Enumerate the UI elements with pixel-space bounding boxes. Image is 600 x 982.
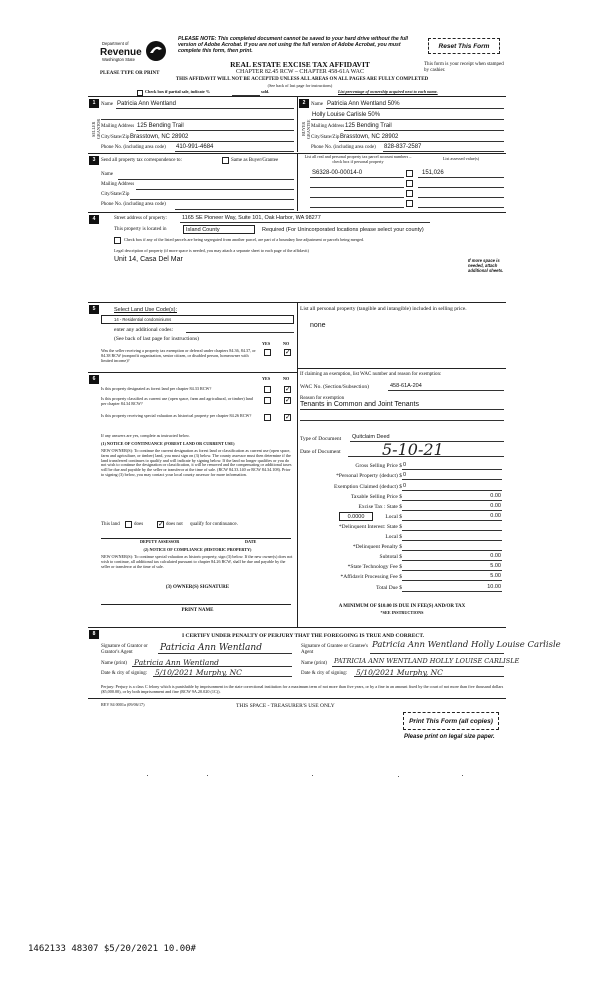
wac-value[interactable]: 458-61A-204 bbox=[390, 383, 422, 389]
send-phone-label: Phone No. (including area code) bbox=[101, 202, 166, 207]
sold-label: sold. bbox=[261, 89, 270, 94]
list-pct-note: List percentage of ownership acquired next to each name. bbox=[338, 89, 438, 94]
grantor-name-label: Name (print) bbox=[101, 661, 127, 666]
parcel-number[interactable]: S6328-00-00014-0 bbox=[312, 170, 363, 176]
delinquent-local-label: Local $ bbox=[385, 534, 402, 540]
send-city-label: City/State/Zip bbox=[101, 192, 130, 197]
more-space-note: If more space is needed, attach additional sheets. bbox=[468, 258, 504, 273]
section-6-badge: 6 bbox=[89, 375, 99, 384]
not-accepted-note: THIS AFFIDAVIT WILL NOT BE ACCEPTED UNLESS ALL AREAS ON ALL PAGES ARE FULLY COMPLETED bbox=[175, 77, 429, 82]
this-land-label: This land bbox=[101, 522, 120, 527]
section-8-badge: 8 bbox=[89, 630, 99, 639]
logo-revenue: Revenue bbox=[100, 47, 142, 58]
local-rate-value: 0.0000 bbox=[347, 514, 365, 520]
exemption-question: Was the seller receiving a property tax exemption or deferral under chapters 84.36, 84.37, or 84.38 RCW (nonprofit organization, senior citizen, or disabled person, homeowner with limited income)? bbox=[101, 348, 256, 363]
grantor-signature[interactable]: Patricia Ann Wentland bbox=[160, 643, 262, 653]
affidavit-fee-label: *Affidavit Processing Fee $ bbox=[340, 574, 402, 580]
street-label: Street address of property: bbox=[114, 216, 167, 221]
assessed-header: List assessed value(s) bbox=[442, 156, 480, 161]
forest-no-checkbox[interactable] bbox=[284, 386, 291, 393]
s5-no-header: NO bbox=[283, 341, 290, 346]
does-checkbox[interactable] bbox=[125, 521, 132, 528]
treasurer-use-only: THIS SPACE - TREASURER'S USE ONLY bbox=[236, 703, 335, 709]
s5-yes-header: YES bbox=[262, 341, 271, 346]
assessed-value[interactable]: 151,026 bbox=[422, 170, 444, 176]
qualify-label: qualify for continuance. bbox=[190, 522, 238, 527]
rev-number: REV 84 0001a (09/06/17) bbox=[101, 702, 145, 707]
current-use-question: Is this property classified as current use (open space, farm and agricultural, or timber) land per chapter 84.34 RCW? bbox=[101, 396, 253, 406]
county-select[interactable] bbox=[183, 225, 255, 234]
minimum-due-note: A MINIMUM OF $10.00 IS DUE IN FEE(S) AND/OR TAX bbox=[338, 604, 466, 609]
seller-name-label: Name bbox=[101, 102, 113, 107]
personal-deduct-label: *Personal Property (deduct) $ bbox=[336, 473, 402, 479]
grantee-date[interactable]: 5/10/2021 Murphy, NC bbox=[356, 668, 443, 677]
personal-property-value[interactable]: none bbox=[310, 322, 326, 329]
deputy-assessor-label: DEPUTY ASSESSOR bbox=[140, 539, 180, 544]
seller-city[interactable]: Brasstown, NC 28902 bbox=[130, 134, 189, 140]
parcel-4-personal-checkbox[interactable] bbox=[406, 200, 413, 207]
subtotal-value: 0.00 bbox=[490, 553, 501, 559]
buyer-mailing-label: Mailing Address bbox=[311, 124, 345, 129]
grantor-date[interactable]: 5/10/2021 Murphy, NC bbox=[155, 668, 242, 677]
notice-compliance-body: NEW OWNER(S): To continue special valuation as historic property, sign (3) below. If the new owner(s) does not wish to continue, all additional tax calculated pursuant to chapter 84.26 RCW, shall be due and payable by the seller or transferor at the time of sale. bbox=[101, 554, 293, 569]
total-due-value: 10.00 bbox=[487, 584, 501, 590]
historic-question: Is this property receiving special valuation as historical property per chapter 84.26 RCW? bbox=[101, 413, 252, 418]
grantee-signature-label: Signature of Grantee or Grantee's Agent bbox=[301, 644, 368, 655]
buyer-mailing[interactable]: 125 Bending Trail bbox=[345, 123, 392, 129]
exempt-no-checkbox[interactable] bbox=[284, 349, 291, 356]
land-use-see-back: (See back of last page for instructions) bbox=[114, 336, 199, 342]
excise-state-value: 0.00 bbox=[490, 503, 501, 509]
local-rate-field[interactable] bbox=[339, 512, 373, 521]
section-3-badge: 3 bbox=[89, 156, 99, 165]
grantor-signature-label: Signature of Grantor or Grantor's Agent bbox=[101, 644, 148, 655]
parcel-1-personal-checkbox[interactable] bbox=[406, 170, 413, 177]
same-as-buyer-label: Same as Buyer/Grantee bbox=[231, 158, 279, 163]
logo-dept: Department of bbox=[102, 41, 129, 46]
seller-mailing-label: Mailing Address bbox=[101, 124, 135, 129]
doc-type-label: Type of Document bbox=[300, 436, 342, 442]
s6-yes-header: YES bbox=[262, 376, 271, 381]
legal-label: Legal description of property (if more space is needed, you may attach a separate sheet to each page of the affidavit) bbox=[114, 248, 309, 253]
does-not-label: does not bbox=[166, 522, 183, 527]
excise-state-label: Excise Tax : State $ bbox=[358, 504, 402, 510]
section-5-badge: 5 bbox=[89, 305, 99, 314]
seller-city-label: City/State/Zip bbox=[101, 135, 130, 140]
current-use-no-checkbox[interactable] bbox=[284, 397, 291, 404]
grantor-date-label: Date & city of signing: bbox=[101, 671, 148, 676]
segregated-checkbox[interactable] bbox=[114, 237, 121, 244]
excise-local-value: 0.00 bbox=[490, 513, 501, 519]
parcel-2-personal-checkbox[interactable] bbox=[406, 180, 413, 187]
does-not-checkbox[interactable] bbox=[157, 521, 164, 528]
buyer-city-label: City/State/Zip bbox=[311, 135, 340, 140]
legal-description[interactable]: Unit 14, Casa Del Mar bbox=[114, 256, 183, 263]
personal-property-label: List all personal property (tangible and intangible) included in selling price. bbox=[300, 306, 467, 312]
reason-label: Reason for exemption bbox=[300, 396, 345, 401]
see-back-note: (See back of last page for instructions) bbox=[267, 83, 333, 88]
affidavit-fee-value: 5.00 bbox=[490, 573, 501, 579]
buyer-name-1[interactable]: Patricia Ann Wentland 50% bbox=[327, 101, 400, 107]
doc-date-value[interactable]: 5-10-21 bbox=[382, 440, 444, 459]
legal-size-note: Please print on legal size paper. bbox=[404, 734, 495, 740]
reason-value[interactable]: Tenants in Common and Joint Tenants bbox=[300, 401, 419, 408]
type-or-print: PLEASE TYPE OR PRINT bbox=[100, 71, 160, 76]
grantor-name[interactable]: Patricia Ann Wentland bbox=[134, 658, 219, 667]
subtotal-label: Subtotal $ bbox=[379, 554, 402, 560]
buyer-phone[interactable]: 828-837-2587 bbox=[384, 144, 422, 150]
seller-phone-label: Phone No. (including area code) bbox=[101, 145, 166, 150]
land-use-value: 14 - Residential condominiums bbox=[114, 317, 172, 322]
certify-statement: I CERTIFY UNDER PENALTY OF PERJURY THAT THE FOREGOING IS TRUE AND CORRECT. bbox=[181, 633, 424, 639]
historic-no-checkbox[interactable] bbox=[284, 414, 291, 421]
forest-yes-checkbox[interactable] bbox=[264, 386, 271, 393]
adobe-note: PLEASE NOTE: This completed document cannot be saved to your hard drive without the full version of Adobe Acrobat. If you are not using the full version of Adobe Acrobat, you must complete this form, then print. bbox=[178, 36, 409, 55]
parcel-3-personal-checkbox[interactable] bbox=[406, 190, 413, 197]
perjury-notice: Perjury: Perjury is a class C felony which is punishable by imprisonment in the state correctional institution for a maximum term of not more than five years, or by a fine in an amount fixed by the court of not more than five thousand dollars ($5,000.00), or by both imprisonment and fine (RCW 9A.20.020 (1C)). bbox=[101, 684, 504, 694]
scan-speck bbox=[147, 775, 148, 776]
print-form-button[interactable]: Print This Form (all copies) bbox=[403, 712, 499, 730]
same-as-buyer-checkbox[interactable] bbox=[222, 157, 229, 164]
scan-speck bbox=[462, 775, 463, 776]
notice-continuance-title: (1) NOTICE OF CONTINUANCE (FOREST LAND OR CURRENT USE) bbox=[101, 441, 235, 446]
excise-local-label: Local $ bbox=[385, 514, 402, 520]
doc-date-label: Date of Document bbox=[300, 449, 341, 455]
total-due-label: Total Due $ bbox=[376, 585, 402, 591]
buyer-side-label: BUYER GRANTEE bbox=[301, 119, 311, 139]
exemption-deduct-value[interactable]: 0 bbox=[403, 483, 407, 489]
revenue-logo bbox=[100, 40, 172, 66]
send-name-label: Name bbox=[101, 172, 113, 177]
form-chapter: CHAPTER 82.45 RCW – CHAPTER 458-61A WAC bbox=[236, 69, 364, 75]
recording-stamp: 1462133 48307 $5/20/2021 10.00# bbox=[28, 944, 196, 954]
owner-signature-label: (3) OWNER(S) SIGNATURE bbox=[165, 585, 230, 590]
logo-state: Washington State bbox=[102, 57, 135, 62]
grantee-signature[interactable]: Patricia Ann Wentland Holly Louise Carlisle bbox=[372, 640, 561, 650]
delinquent-state-label: *Delinquent Interest: State $ bbox=[338, 524, 402, 530]
send-mailing-label: Mailing Address bbox=[101, 182, 135, 187]
historic-yes-checkbox[interactable] bbox=[264, 414, 271, 421]
reset-form-button[interactable]: Reset This Form bbox=[428, 38, 500, 54]
delinquent-penalty-label: *Delinquent Penalty $ bbox=[352, 544, 402, 550]
notice-compliance-title: (2) NOTICE OF COMPLIANCE (HISTORIC PROPERTY) bbox=[143, 547, 252, 552]
deputy-date-label: DATE bbox=[245, 539, 257, 544]
buyer-name-2[interactable]: Holly Louise Carlisle 50% bbox=[312, 112, 381, 118]
exempt-yes-checkbox[interactable] bbox=[264, 349, 271, 356]
gross-price-value[interactable]: 0 bbox=[403, 462, 407, 468]
scan-speck bbox=[398, 776, 399, 777]
send-to-label: Send all property tax correspondence to: bbox=[101, 158, 182, 163]
partial-sale-label: Check box if partial sale, indicate % bbox=[145, 89, 211, 94]
taxable-price-value: 0.00 bbox=[490, 493, 501, 499]
grantee-date-label: Date & city of signing: bbox=[301, 671, 348, 676]
section-2-badge: 2 bbox=[299, 99, 309, 108]
scan-speck bbox=[207, 775, 208, 776]
personal-deduct-value[interactable]: 0 bbox=[403, 472, 407, 478]
if-any-yes: If any answers are yes, complete as instructed below. bbox=[101, 433, 190, 438]
street-address[interactable]: 1165 SE Pioneer Way, Suite 101, Oak Harbor, WA 98277 bbox=[182, 215, 321, 221]
buyer-name-label: Name bbox=[311, 102, 323, 107]
exemption-deduct-label: Exemption Claimed (deduct) $ bbox=[334, 484, 402, 490]
taxable-price-label: Taxable Selling Price $ bbox=[350, 494, 402, 500]
county-value: Island County bbox=[186, 227, 220, 233]
buyer-phone-label: Phone No. (including area code) bbox=[311, 145, 376, 150]
grantee-name-label: Name (print) bbox=[301, 661, 327, 666]
tech-fee-label: *State Technology Fee $ bbox=[347, 564, 402, 570]
tech-fee-value: 5.00 bbox=[490, 563, 501, 569]
county-required: Required (For Unincorporated locations please select your county) bbox=[262, 227, 424, 233]
section-1-badge: 1 bbox=[89, 99, 99, 108]
claiming-exemption-label: If claiming an exemption, list WAC number and reason for exemption: bbox=[300, 372, 442, 377]
wa-seal-icon bbox=[144, 40, 168, 62]
additional-codes-label: enter any additional codes: bbox=[114, 327, 174, 333]
current-use-yes-checkbox[interactable] bbox=[264, 397, 271, 404]
forest-question: Is this property designated as forest land per chapter 84.33 RCW? bbox=[101, 386, 212, 391]
land-use-select[interactable] bbox=[101, 315, 294, 324]
section-4-badge: 4 bbox=[89, 215, 99, 224]
seller-side-label: SELLER GRANTOR bbox=[91, 118, 101, 140]
parcel-header: List all real and personal property tax parcel account numbers – check box if personal property bbox=[304, 154, 412, 164]
land-use-label: Select Land Use Code(s): bbox=[114, 307, 177, 313]
seller-phone[interactable]: 410-991-4684 bbox=[176, 144, 214, 150]
seller-mailing[interactable]: 125 Bending Trail bbox=[137, 123, 184, 129]
doc-type-value[interactable]: Quitclaim Deed bbox=[352, 434, 390, 440]
see-instructions-note: *SEE INSTRUCTIONS bbox=[380, 610, 424, 615]
receipt-note: This form is your receipt when stamped by cashier. bbox=[424, 62, 504, 73]
gross-price-label: Gross Selling Price $ bbox=[355, 463, 402, 469]
scan-speck bbox=[312, 775, 313, 776]
located-label: This property is located in bbox=[114, 227, 167, 232]
grantee-name[interactable]: PATRICIA ANN WENTLAND HOLLY LOUISE CARLISLE bbox=[334, 657, 520, 665]
print-name-label: PRINT NAME bbox=[181, 608, 214, 613]
segregated-label: Check box if any of the listed parcels are being segregated from another parcel, are part of a boundary line adjustment or parcels being merged. bbox=[124, 237, 365, 242]
buyer-city[interactable]: Brasstown, NC 28902 bbox=[340, 134, 399, 140]
form-title: REAL ESTATE EXCISE TAX AFFIDAVIT bbox=[230, 60, 370, 69]
seller-name[interactable]: Patricia Ann Wentland bbox=[117, 101, 176, 107]
wac-label: WAC No. (Section/Subsection) bbox=[300, 384, 369, 390]
notice-continuance-body: NEW OWNER(S): To continue the current designation as forest land or classification as current use (open space, farm and agriculture, or timber) land, you must sign on (3) below. The county assessor must then determine if the land transferred continues to qualify and will indicate by signing below. If the land no longer qualifies or you do not wish to continue the designation or classification, it will be removed and the compensating or additional taxes will be due and payable by the seller or transferor at the time of sale. (RCW 84.33.140 or RCW 84.34.108). Prior to signing (3) below, you may contact your local county assessor for more information. bbox=[101, 448, 292, 478]
does-label: does bbox=[134, 522, 144, 527]
s6-no-header: NO bbox=[283, 376, 290, 381]
